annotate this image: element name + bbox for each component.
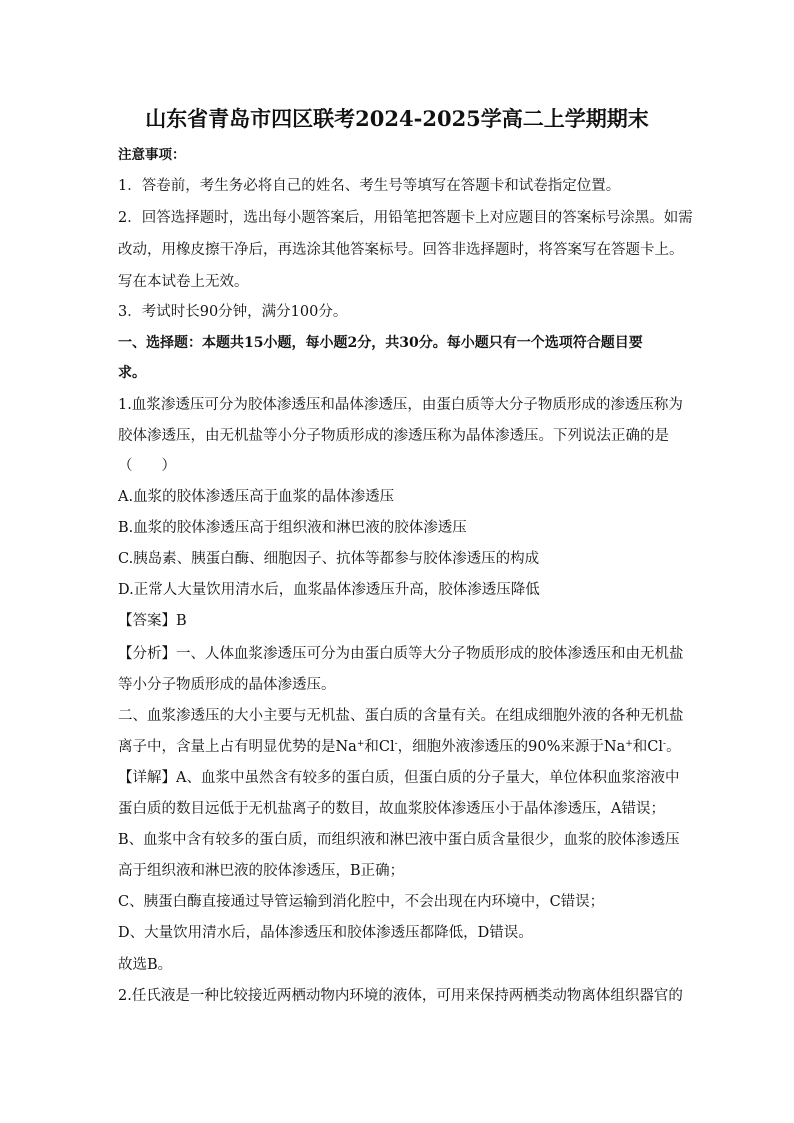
q1-analysis-2-cont (118, 737, 681, 757)
q1-detail-a-cont: 蛋白质的数目远低于无机盐离子的数目，故血浆胶体渗透压小于晶体渗透压，A错误； (118, 801, 665, 817)
analysis-text-e: 。 (666, 739, 681, 755)
analysis-text-b: 和Cl (364, 739, 395, 755)
q1-option-c: C.胰岛素、胰蛋白酶、细胞因子、抗体等都参与胶体渗透压的构成 (118, 551, 540, 567)
q1-answer: 【答案】B (118, 613, 187, 629)
q1-detail-b-cont: 高于组织液和淋巴液的胶体渗透压，B正确； (118, 863, 405, 879)
q1-stem: 1.血浆渗透压可分为胶体渗透压和晶体渗透压，由蛋白质等大分子物质形成的渗透压称为 (118, 397, 683, 413)
q1-analysis-2: 二、血浆渗透压的大小主要与无机盐、蛋白质的含量有关。在组成细胞外液的各种无机盐 (118, 708, 684, 724)
q1-stem-cont: 胶体渗透压，由无机盐等小分子物质形成的渗透压称为晶体渗透压。下列说法正确的是 (118, 428, 669, 444)
notes-heading: 注意事项： (118, 147, 186, 163)
q1-detail-c: C、胰蛋白酶直接通过导管运输到消化腔中，不会出现在内环境中，C错误； (118, 894, 605, 910)
notes-item-2: 2．回答选择题时，选出每小题答案后，用铅笔把答题卡上对应题目的答案标号涂黑。如需 (118, 210, 693, 226)
section-heading-cont: 求。 (118, 365, 146, 381)
section-heading: 一、选择题：本题共15小题，每小题2分，共30分。每小题只有一个选项符合题目要 (118, 335, 643, 351)
notes-item-3: 3．考试时长90分钟，满分100分。 (118, 304, 348, 320)
q1-analysis-cont: 等小分子物质形成的晶体渗透压。 (118, 677, 336, 693)
sodium-charge: + (356, 739, 365, 749)
analysis-text-c: ，细胞外液渗透压的90%来源于Na (397, 739, 626, 755)
q1-option-a: A.血浆的胶体渗透压高于血浆的晶体渗透压 (118, 489, 395, 505)
q1-answer-blank: （ ） (118, 458, 176, 474)
analysis-text-a: 离子中，含量上占有明显优势的是Na (118, 739, 357, 755)
notes-item-1: 1．答卷前，考生务必将自己的姓名、考生号等填写在答题卡和试卷指定位置。 (118, 178, 621, 194)
q1-option-d: D.正常人大量饮用清水后，血浆晶体渗透压升高，胶体渗透压降低 (118, 582, 540, 598)
sodium-charge-2: + (625, 739, 633, 749)
q1-analysis: 【分析】一、人体血浆渗透压可分为由蛋白质等大分子物质形成的胶体渗透压和由无机盐 (118, 646, 684, 662)
q1-detail-a: 【详解】A、血浆中虽然含有较多的蛋白质，但蛋白质的分子量大，单位体积血浆溶液中 (118, 770, 680, 786)
q2-stem: 2.任氏液是一种比较接近两栖动物内环境的液体，可用来保持两栖类动物离体组织器官的 (118, 988, 683, 1004)
analysis-text-d: 和Cl (632, 739, 664, 755)
q1-option-b: B.血浆的胶体渗透压高于组织液和淋巴液的胶体渗透压 (118, 520, 467, 536)
notes-item-2-end: 写在本试卷上无效。 (118, 274, 249, 290)
notes-item-2-cont: 改动，用橡皮擦干净后，再选涂其他答案标号。回答非选择题时，将答案写在答题卡上。 (118, 242, 684, 258)
q1-conclusion: 故选B。 (118, 957, 173, 973)
q1-detail-d: D、大量饮用清水后，晶体渗透压和胶体渗透压都降低，D错误。 (118, 925, 533, 941)
chloride-charge-2: - (663, 739, 667, 749)
q1-detail-b: B、血浆中含有较多的蛋白质，而组织液和淋巴液中蛋白质含量很少，血浆的胶体渗透压 (118, 832, 680, 848)
chloride-charge: - (394, 739, 398, 749)
page-title: 山东省青岛市四区联考2024-2025学高二上学期期末 (145, 106, 649, 131)
